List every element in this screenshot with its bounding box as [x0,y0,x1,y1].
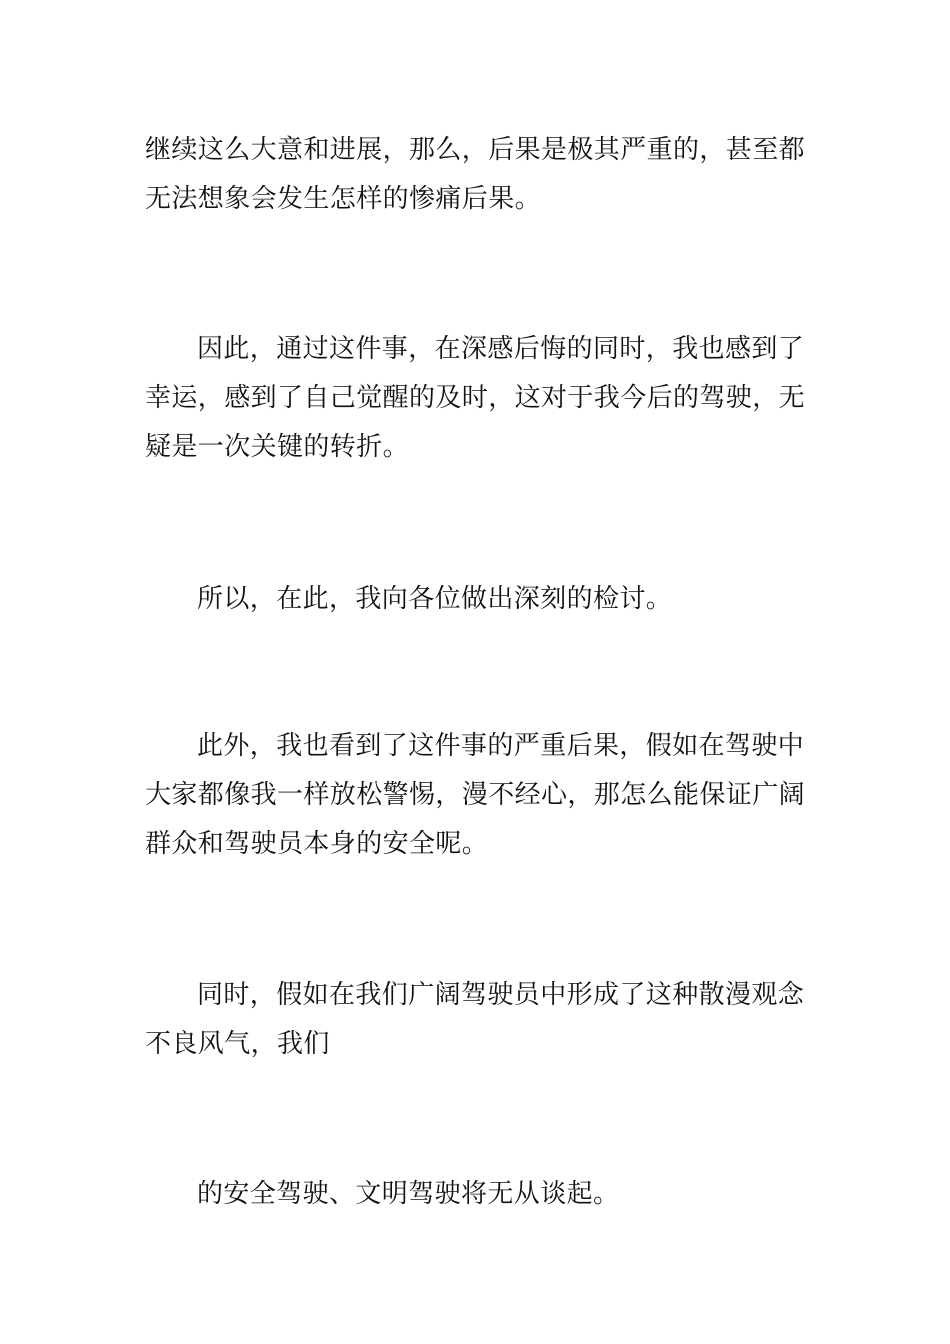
paragraph-line: 群众和驾驶员本身的安全呢。 [145,829,489,859]
paragraph-line: 同时，假如在我们广阔驾驶员中形成了这种散漫观念 [197,980,805,1010]
paragraph-line: 幸运，感到了自己觉醒的及时，这对于我今后的驾驶，无 [145,383,806,413]
paragraph-line: 继续这么大意和进展，那么，后果是极其严重的，甚至都 [145,135,806,165]
paragraph-1 [145,126,809,224]
paragraph-5 [145,971,809,1069]
paragraph-3 [145,575,809,624]
paragraph-line: 不良风气，我们 [145,1029,330,1059]
paragraph-line: 因此，通过这件事，在深感后悔的同时，我也感到了 [197,334,805,364]
paragraph-line: 大家都像我一样放松警惕，漫不经心，那怎么能保证广阔 [145,780,806,810]
paragraph-line: 此外，我也看到了这件事的严重后果，假如在驾驶中 [197,731,805,761]
paragraph-2 [145,325,809,472]
paragraph-line: 所以，在此，我向各位做出深刻的检讨。 [197,584,673,614]
paragraph-6 [145,1170,809,1219]
paragraph-line: 疑是一次关键的转折。 [145,432,410,462]
paragraph-line: 的安全驾驶、文明驾驶将无从谈起。 [197,1179,620,1209]
paragraph-line: 无法想象会发生怎样的惨痛后果。 [145,184,542,214]
paragraph-4 [145,722,809,869]
